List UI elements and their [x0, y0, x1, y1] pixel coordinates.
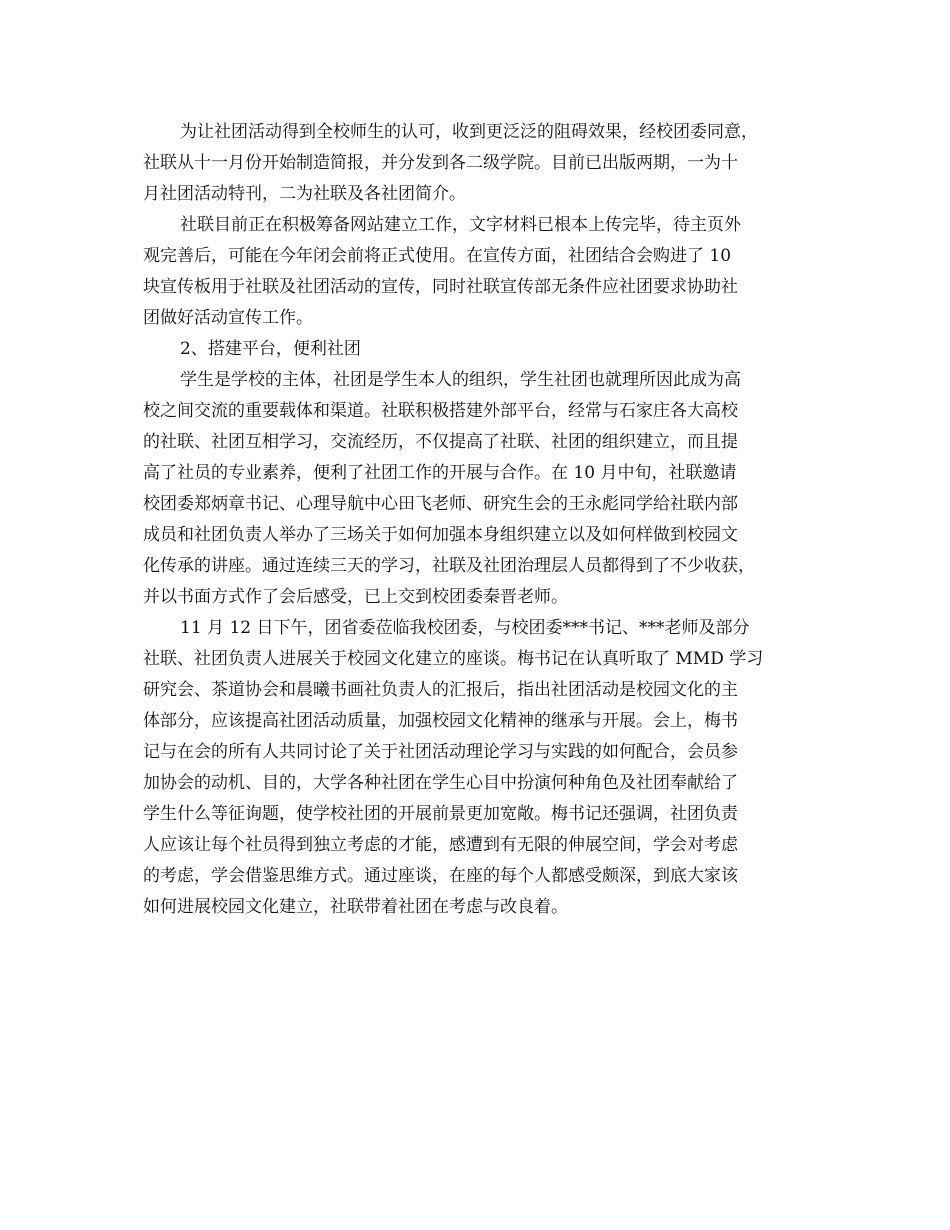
- paragraph-4-line-8: 人应该让每个社员得到独立考虑的才能，感遭到有无限的伸展空间，学会对考虑: [143, 835, 738, 855]
- paragraph-1-line-3: 月社团活动特刊，二为社联及各社团简介。: [143, 184, 466, 204]
- paragraph-4-line-5: 记与在会的所有人共同讨论了关于社团活动理论学习与实践的如何配合，会员参: [143, 742, 738, 762]
- paragraph-4-line-9: 的考虑，学会借鉴思维方式。通过座谈，在座的每个人都感受颇深，到底大家该: [143, 866, 738, 886]
- paragraph-3-line-5: 校团委郑炳章书记、心理导航中心田飞老师、研究生会的王永彪同学给社联内部: [143, 494, 738, 514]
- section-heading: 2、搭建平台，便利社团: [180, 339, 361, 359]
- paragraph-1-line-1: 为让社团活动得到全校师生的认可，收到更泛泛的阻碍效果，经校团委同意，: [180, 122, 758, 142]
- paragraph-4-line-4: 体部分，应该提高社团活动质量，加强校园文化精神的继承与开展。会上，梅书: [143, 711, 738, 731]
- paragraph-4-line-7: 学生什么等征询题，使学校社团的开展前景更加宽敞。梅书记还强调，社团负责: [143, 804, 738, 824]
- paragraph-1-line-2: 社联从十一月份开始制造简报，并分发到各二级学院。目前已出版两期，一为十: [143, 153, 738, 173]
- paragraph-3-line-8: 并以书面方式作了会后感受，已上交到校团委秦晋老师。: [143, 587, 568, 607]
- paragraph-2-line-1: 社联目前正在积极筹备网站建立工作，文字材料已根本上传完毕，待主页外: [180, 215, 741, 235]
- paragraph-2-line-2: 观完善后，可能在今年闭会前将正式使用。在宣传方面，社团结合会购进了 10: [143, 246, 732, 266]
- paragraph-3-line-3: 的社联、社团互相学习，交流经历，不仅提高了社联、社团的组织建立，而且提: [143, 432, 738, 452]
- paragraph-4-line-3: 研究会、茶道协会和晨曦书画社负责人的汇报后，指出社团活动是校园文化的主: [143, 680, 738, 700]
- paragraph-3-line-2: 校之间交流的重要载体和渠道。社联积极搭建外部平台，经常与石家庄各大高校: [143, 401, 738, 421]
- paragraph-4-line-10: 如何进展校园文化建立，社联带着社团在考虑与改良着。: [143, 897, 568, 917]
- paragraph-3-line-6: 成员和社团负责人举办了三场关于如何加强本身组织建立以及如何样做到校园文: [143, 525, 738, 545]
- paragraph-4-line-1: 11 月 12 日下午，团省委莅临我校团委，与校团委***书记、***老师及部分: [180, 618, 750, 638]
- paragraph-2-line-4: 团做好活动宣传工作。: [143, 308, 313, 328]
- paragraph-3-line-7: 化传承的讲座。通过连续三天的学习，社联及社团治理层人员都得到了不少收获，: [143, 556, 755, 576]
- paragraph-3-line-4: 高了社员的专业素养，便利了社团工作的开展与合作。在 10 月中旬，社联邀请: [143, 463, 737, 483]
- paragraph-4-line-2: 社联、社团负责人进展关于校园文化建立的座谈。梅书记在认真听取了 MMD 学习: [143, 649, 764, 669]
- paragraph-2-line-3: 块宣传板用于社联及社团活动的宣传，同时社联宣传部无条件应社团要求协助社: [143, 277, 738, 297]
- paragraph-4-line-6: 加协会的动机、目的，大学各种社团在学生心目中扮演何种角色及社团奉献给了: [143, 773, 738, 793]
- document-body: [143, 117, 811, 923]
- paragraph-3-line-1: 学生是学校的主体，社团是学生本人的组织，学生社团也就理所因此成为高: [180, 370, 741, 390]
